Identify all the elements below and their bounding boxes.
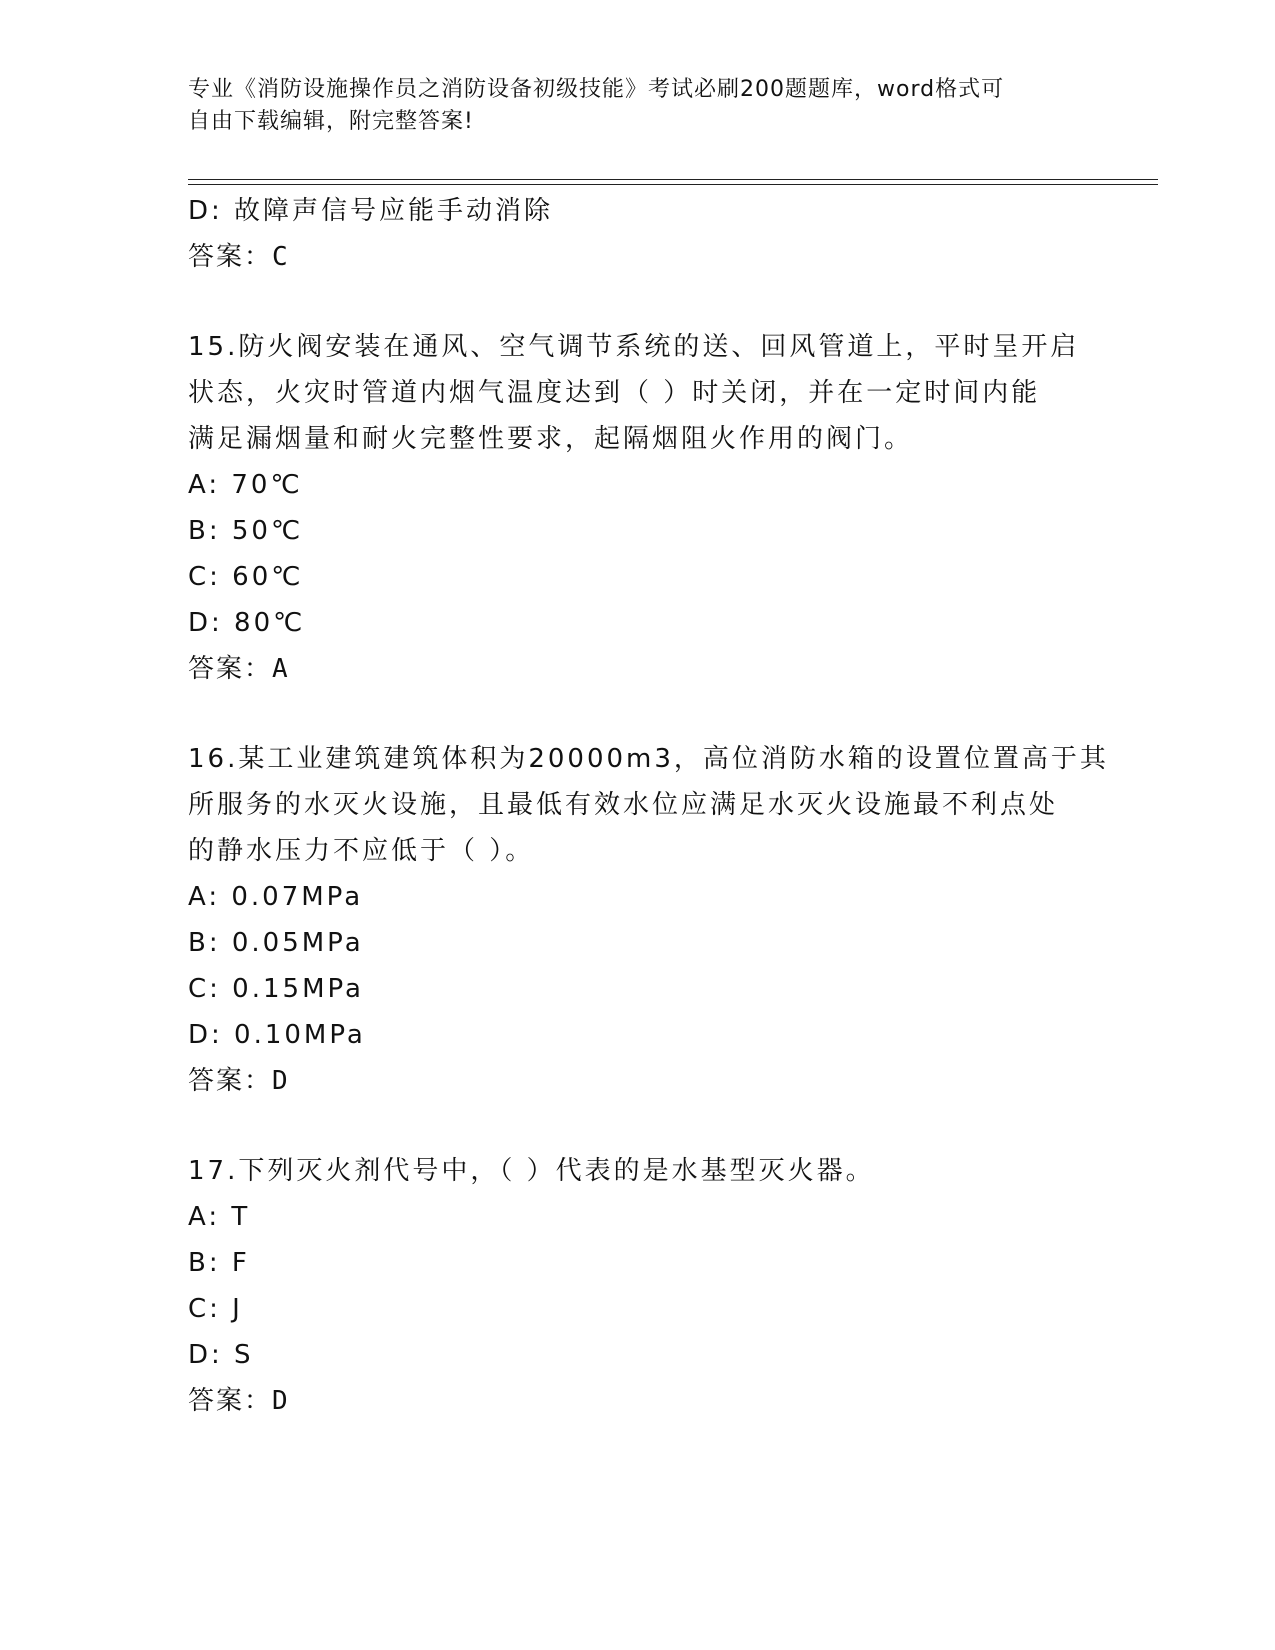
option-a: A: 0.07MPa: [188, 882, 364, 912]
header-line-2: 自由下载编辑，附完整答案!: [188, 109, 474, 134]
answer-label: 答案：: [188, 242, 273, 272]
question-stem-line: 满足漏烟量和耐火完整性要求，起隔烟阻火作用的阀门。: [188, 424, 914, 454]
option-d: D: 故障声信号应能手动消除: [188, 196, 554, 226]
question-17: [188, 1148, 1088, 1424]
header-divider-top: [188, 179, 1158, 180]
answer-line: [188, 234, 1088, 280]
answer-value: C: [272, 242, 290, 272]
answer-value: D: [272, 1386, 290, 1416]
option-b: B: F: [188, 1248, 250, 1278]
answer-value: D: [272, 1066, 290, 1096]
question-stem-line: 状态，火灾时管道内烟气温度达到（ ）时关闭，并在一定时间内能: [188, 378, 1041, 408]
option-c: C: 0.15MPa: [188, 974, 364, 1004]
option-b: B: 50℃: [188, 516, 304, 546]
document-header: [188, 74, 1088, 138]
header-divider-bottom: [188, 184, 1158, 185]
answer-line: [188, 1058, 1088, 1104]
option-c: C: 60℃: [188, 562, 304, 592]
answer-label: 答案：: [188, 1066, 273, 1096]
answer-label: 答案：: [188, 1386, 273, 1416]
question-stem-line: 所服务的水灭火设施，且最低有效水位应满足水灭火设施最不利点处: [188, 790, 1059, 820]
option-d: D: 80℃: [188, 608, 306, 638]
option-d: D: S: [188, 1340, 254, 1370]
question-stem-line: 15.防火阀安装在通风、空气调节系统的送、回风管道上，平时呈开启: [188, 332, 1080, 362]
question-stem-line: 的静水压力不应低于（ ）。: [188, 836, 535, 866]
option-c: C: J: [188, 1294, 243, 1324]
answer-value: A: [272, 654, 290, 684]
option-a: A: T: [188, 1202, 251, 1232]
header-line-1: 专业《消防设施操作员之消防设备初级技能》考试必刷200题题库，word格式可: [188, 77, 1005, 102]
question-list: [188, 188, 1109, 1424]
answer-line: [188, 646, 1088, 692]
question-15: [188, 324, 1088, 692]
question-16: [188, 736, 1109, 1104]
option-b: B: 0.05MPa: [188, 928, 364, 958]
answer-label: 答案：: [188, 654, 273, 684]
answer-line: [188, 1378, 1088, 1424]
question-stem-line: 16.某工业建筑建筑体积为20000m3，高位消防水箱的设置位置高于其: [188, 744, 1109, 774]
option-a: A: 70℃: [188, 470, 303, 500]
question-stem-line: 17.下列灭火剂代号中，（ ）代表的是水基型灭火器。: [188, 1156, 875, 1186]
option-d: D: 0.10MPa: [188, 1020, 366, 1050]
